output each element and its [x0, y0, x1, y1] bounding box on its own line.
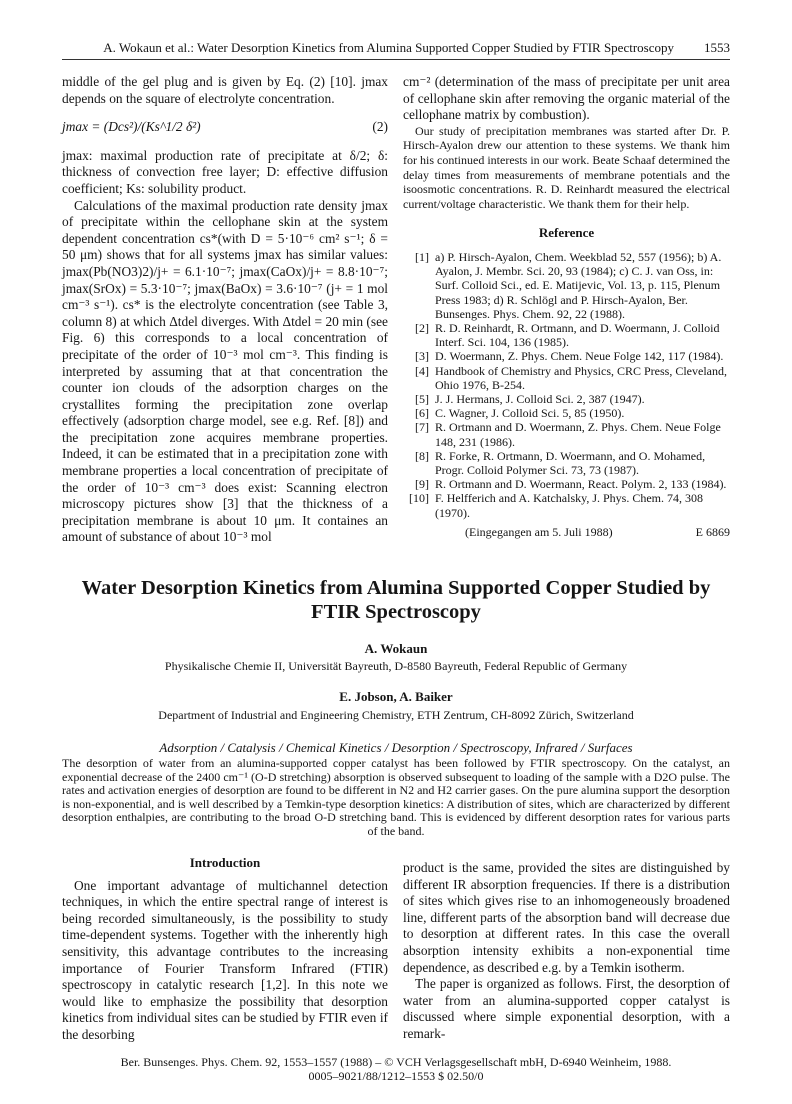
references-heading: Reference	[538, 225, 595, 241]
reference-number: [2]	[415, 320, 429, 335]
reference-item	[403, 392, 730, 406]
reference-item	[403, 349, 730, 363]
reference-item	[403, 420, 730, 448]
paragraph: cm⁻² (determination of the mass of precipitate per unit area of cellophane skin after removing the organic material of the cellophane matrix by combustion).	[403, 74, 730, 123]
reference-item	[403, 491, 730, 519]
introduction-heading: Introduction	[189, 855, 261, 870]
prev-article-right-column	[403, 74, 730, 540]
reference-item	[403, 250, 730, 321]
reference-text: R. Ortmann and D. Woermann, Z. Phys. Chem. Neue Folge 148, 231 (1986).	[435, 420, 721, 449]
equation-2	[62, 119, 388, 136]
reference-number: [5]	[415, 391, 429, 406]
running-header	[62, 40, 730, 60]
affiliation-1: Physikalische Chemie II, Universität Bayreuth, D-8580 Bayreuth, Federal Republic of Germany	[164, 659, 628, 673]
reference-item	[403, 477, 730, 491]
running-title: A. Wokaun et al.: Water Desorption Kinetics from Alumina Supported Copper Studied by FTIR Spectroscopy	[103, 40, 674, 55]
author-line-2: E. Jobson, A. Baiker	[339, 689, 453, 704]
paragraph: Calculations of the maximal production rate density jmax of precipitate within the cellophane skin at the system dependent concentration cs*(with D = 5·10⁻⁶ cm² s⁻¹; δ = 50 μm) shows that for all systems jmax has similar values: jmax(Pb(NO3)2)/j+ = 6.1·10⁻⁷; jmax(CaOx)/j+ = 8.8·10⁻⁷; jmax(SrOx) = 5.3·10⁻⁷; jmax(BaOx) = 3.6·10⁻⁷ (j+ = 1 mol cm⁻³ s⁻¹). cs* is the electrolyte concentration (see Table 3, column 8) at which Δtdel diverges. With Δtdel = 20 min (see Fig. 6) this corresponds to a local concentration of precipitate of the order of 10⁻³ mol cm⁻³. This finding is interpreted by assuming that at that concentration the counter ion clouds of the adsorption charges on the crystallites forming the precipitation zone overlap effectively (adsorption charge model, see e.g. Ref. [8]) and the precipitation zone acquires membrane properties. Indeed, it can be estimated that in a precipitation zone with membrane properties a local concentration of precipitate of the order of 10⁻³ cm⁻³ does exist: Scanning electron microscopy pictures show [3] that the thickness of a precipitation membrane is about 10 μm. It containes an amount of substance of about 10⁻³ mol	[62, 197, 388, 545]
page-number: 1553	[704, 40, 730, 55]
author-line-1: A. Wokaun	[364, 641, 428, 656]
page-footer	[62, 1055, 730, 1083]
reference-text: F. Helfferich and A. Katchalsky, J. Phys. Chem. 74, 308 (1970).	[435, 491, 704, 520]
reference-item	[403, 364, 730, 392]
reference-number: [9]	[415, 477, 429, 492]
reference-text: a) P. Hirsch-Ayalon, Chem. Weekblad 52, 557 (1956); b) A. Ayalon, J. Membr. Sci. 20, 93 (1984); c) C. J. van Oss, in: Surf. Colloid Sci., ed. E. Matijevic, Vol. 13, p. 115, Plenum Press 1983; d) R. Schlögl and P. Hirsch-Ayalon, Ber. Bunsenges. Phys. Chem. 92, 22 (1988).	[435, 249, 722, 321]
reference-item	[403, 321, 730, 349]
reference-text: Handbook of Chemistry and Physics, CRC Press, Cleveland, Ohio 1976, B-254.	[435, 363, 727, 392]
reference-item	[403, 406, 730, 420]
manuscript-code: E 6869	[695, 524, 730, 539]
reference-text: J. J. Hermans, J. Colloid Sci. 2, 387 (1947).	[435, 391, 645, 406]
reference-text: C. Wagner, J. Colloid Sci. 5, 85 (1950).	[435, 406, 625, 421]
reference-number: [6]	[415, 406, 429, 421]
reference-text: R. Forke, R. Ortmann, D. Woermann, and O. Mohamed, Progr. Colloid Polymer Sci. 73, 73 (1987).	[435, 448, 706, 477]
paragraph: One important advantage of multichannel detection techniques, in which the entire spectral range of interest is being recorded simultaneously, is the possibility to study time-dependent systems. Together with the inherently high sensitivity, this advantage contributes to the increasing importance of Fourier Transform Infrared (FTIR) spectroscopy in catalytic research [1,2]. In this note we would like to emphasize the possibility that desorption kinetics from individual sites can be studied by FTIR even if the desorbing	[62, 877, 388, 1042]
reference-number: [7]	[415, 420, 429, 435]
paragraph: The paper is organized as follows. First, the desorption of water from an alumina-supported copper catalyst is discussed where simple exponential desorption, with a remark-	[403, 976, 730, 1041]
acknowledgement: Our study of precipitation membranes was started after Dr. P. Hirsch-Ayalon drew our attention to these systems. We thank him for his continued interests in our work. Beate Schaaf determined the delay times from measurements of membrane potentials and the isoosmotic concentrations. R. D. Reinhardt measured the electrical current/voltage characteristic. We thank them for their help.	[403, 123, 730, 211]
paragraph: product is the same, provided the sites are distinguished by different IR absorption frequencies. If there is a distribution of sites which gives rise to an inhomogeneously broadened line, different parts of the absorption band will decrease due to desorption at different rates. In this case the overall absorption intensity exhibits a non-exponential time dependence, as described e.g. by a Temkin isotherm.	[403, 860, 730, 975]
intro-left-column	[62, 855, 388, 1044]
reference-text: R. D. Reinhardt, R. Ortmann, and D. Woermann, J. Colloid Interf. Sci. 104, 136 (1985).	[435, 320, 720, 350]
intro-right-column	[403, 860, 730, 1043]
received-date: (Eingegangen am 5. Juli 1988)	[465, 524, 613, 539]
reference-number: [4]	[415, 363, 429, 378]
prev-article-left-column	[62, 74, 388, 546]
reference-number: [1]	[415, 249, 429, 264]
equation-text: jmax = (Dcs²)/(Ks^1/2 δ²)	[62, 119, 201, 135]
affiliation-2: Department of Industrial and Engineering Chemistry, ETH Zentrum, CH-8092 Zürich, Switzerland	[158, 708, 634, 722]
footer-citation: Ber. Bunsenges. Phys. Chem. 92, 1553–1557 (1988) – © VCH Verlagsgesellschaft mbH, D-6940 Weinheim, 1988.	[120, 1055, 672, 1069]
article-title: Water Desorption Kinetics from Alumina Supported Copper Studied by FTIR Spectroscopy	[81, 577, 711, 623]
reference-number: [8]	[415, 448, 429, 463]
equation-definitions: jmax: maximal production rate of precipitate at δ/2; δ: thickness of convection free layer; D: effective diffusion coefficient; Ks: solubility product.	[62, 147, 388, 196]
received-date-line	[403, 524, 730, 541]
reference-text: D. Woermann, Z. Phys. Chem. Neue Folge 142, 117 (1984).	[435, 349, 724, 364]
equation-number: (2)	[372, 119, 388, 135]
reference-list	[403, 250, 730, 520]
paragraph: middle of the gel plug and is given by Eq. (2) [10]. jmax depends on the square of electrolyte concentration.	[62, 74, 388, 106]
reference-number: [3]	[415, 349, 429, 364]
reference-number: [10]	[409, 491, 429, 506]
abstract: The desorption of water from an alumina-supported copper catalyst has been followed by FTIR spectroscopy. On the catalyst, an exponential decrease of the 2400 cm⁻¹ (O-D stretching) absorption is observed subsequent to loading of the sample with a D2O pulse. The rates and activation energies of desorption are found to be different in N2 and H2 carrier gases. On the pure alumina support the desorption is non-exponential, and is well described by a Temkin-type desorption kinetics: A distribution of sites, which are characterized by different desorption enthalpies, are contributing to the broad O-D stretching band. This is evidenced by different desorption rates for various parts of the band.	[62, 756, 731, 838]
footer-code: 0005–9021/88/1212–1553 $ 02.50/0	[308, 1069, 484, 1083]
reference-item	[403, 449, 730, 477]
reference-text: R. Ortmann and D. Woermann, React. Polym. 2, 133 (1984).	[435, 477, 727, 492]
keywords: Adsorption / Catalysis / Chemical Kinetics / Desorption / Spectroscopy, Infrared / Surfaces	[159, 740, 633, 755]
